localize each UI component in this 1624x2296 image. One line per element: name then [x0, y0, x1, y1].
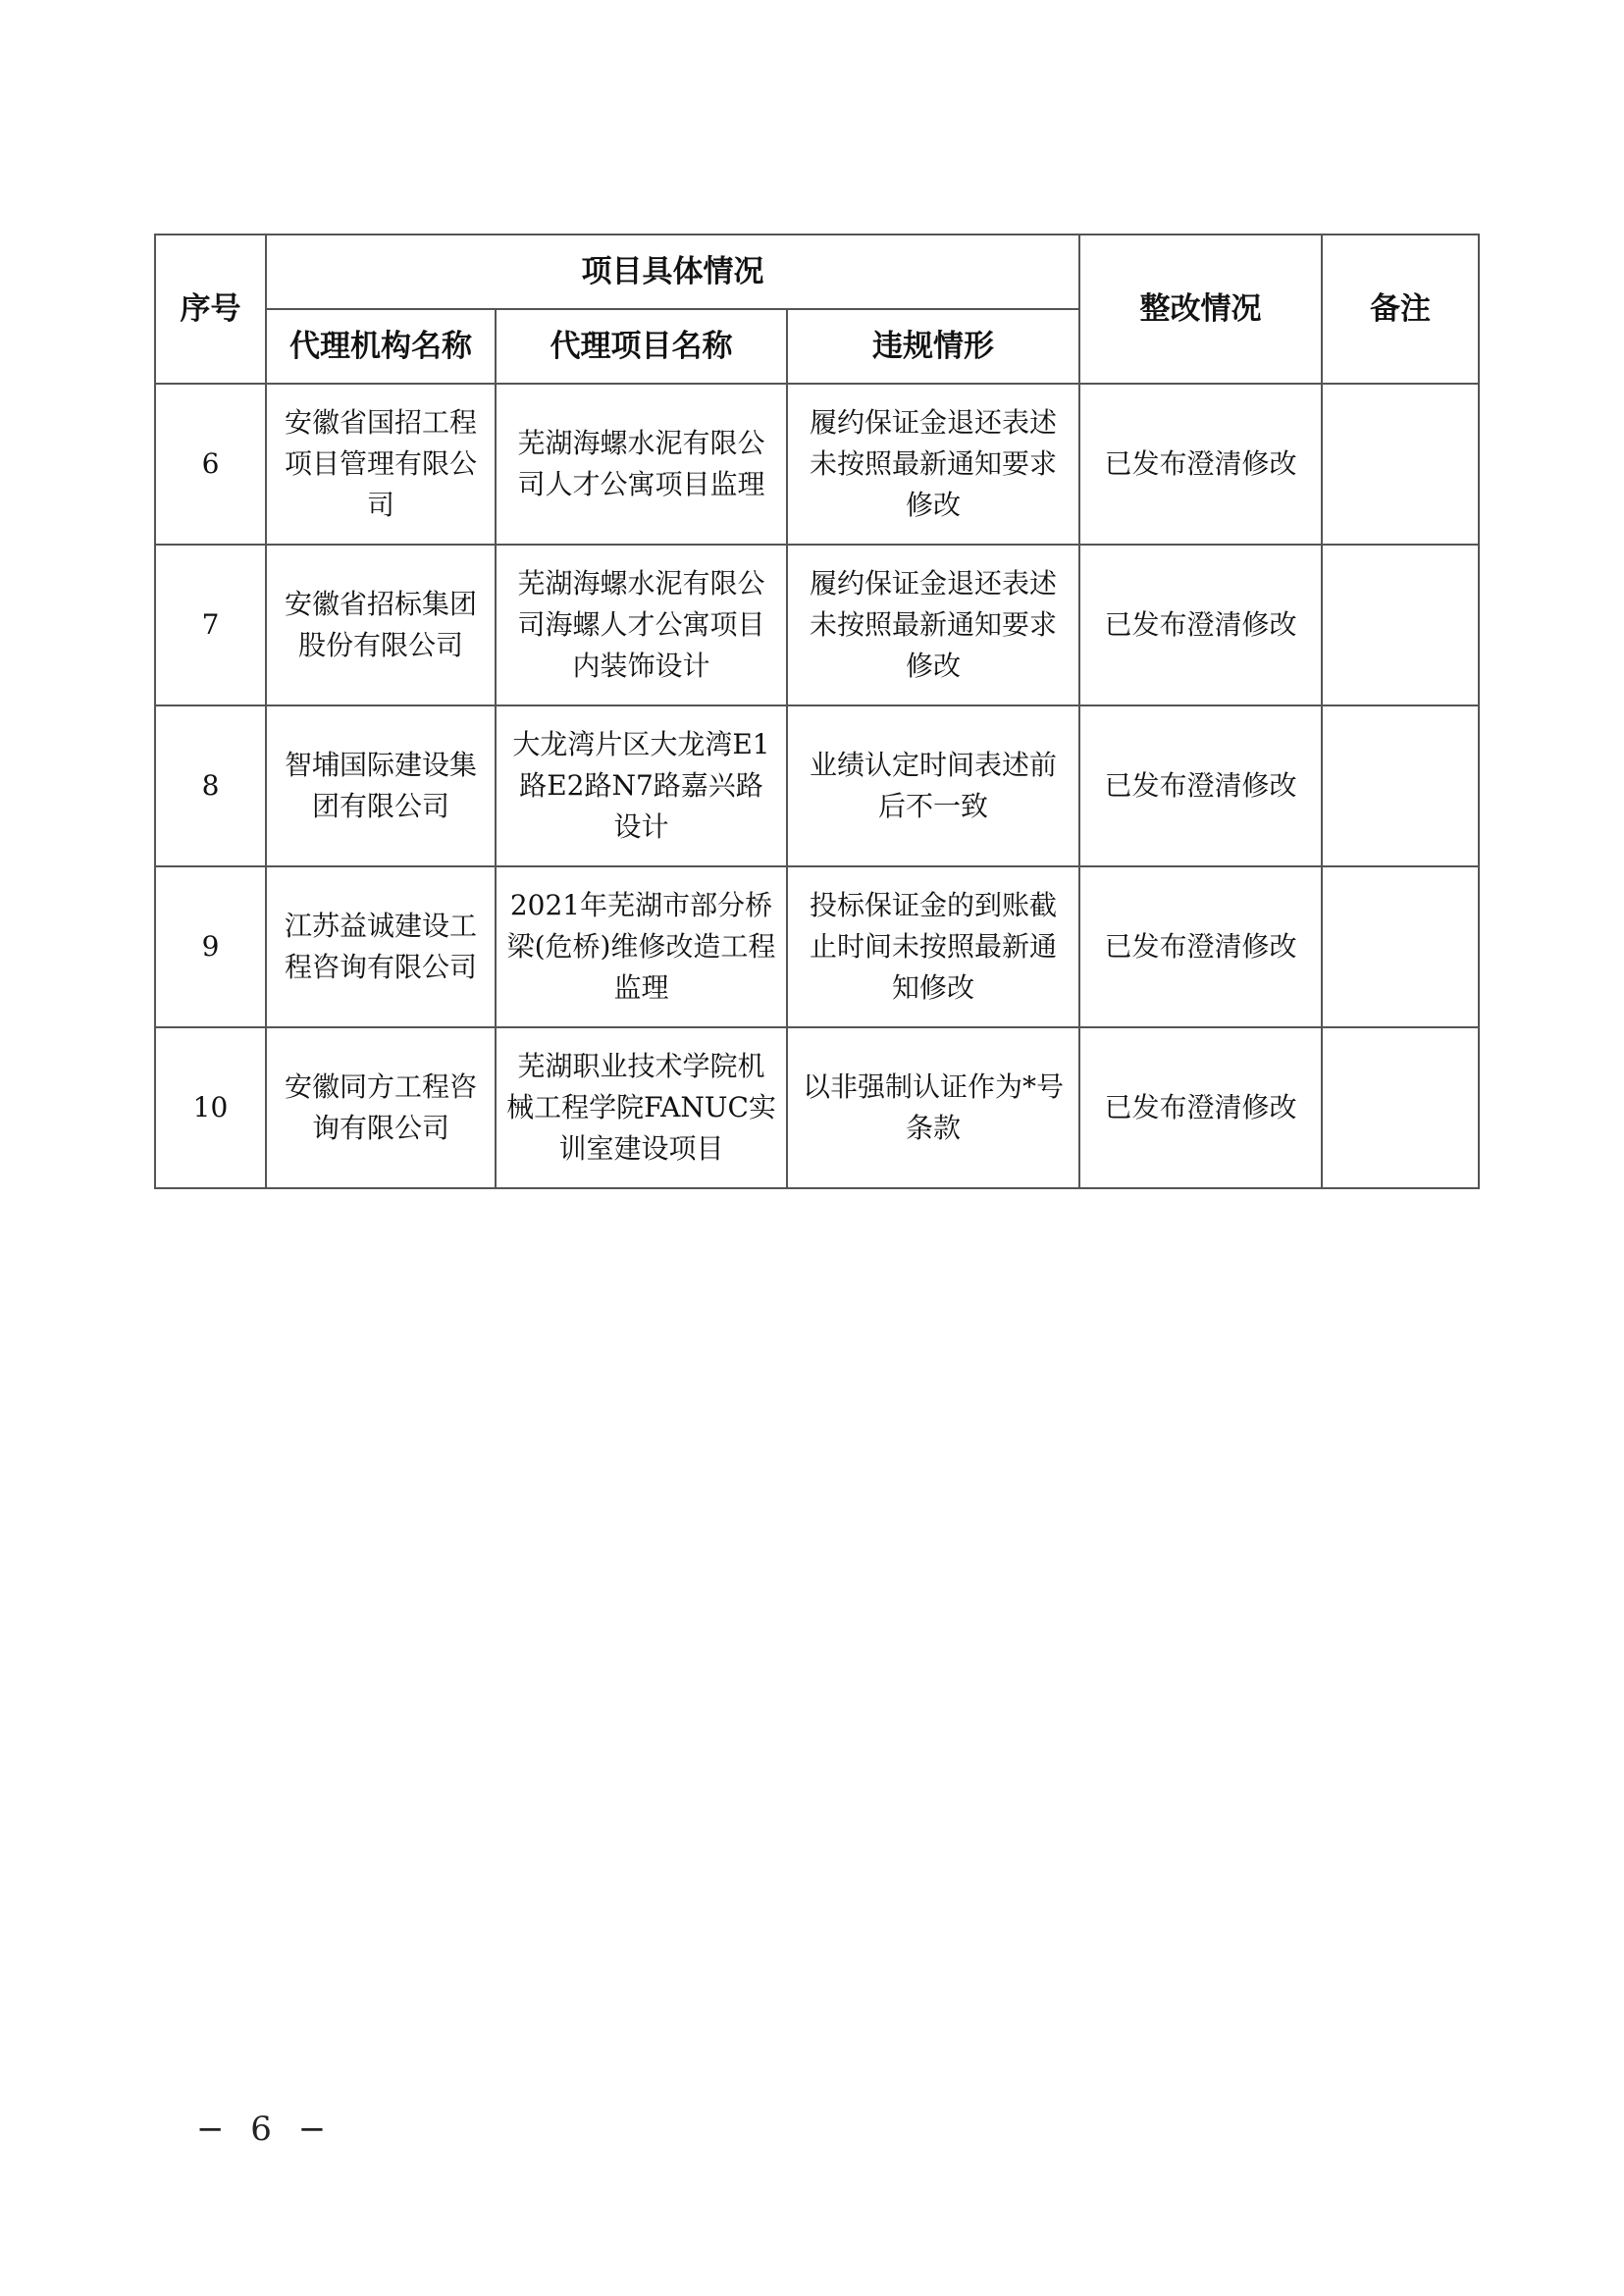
violations-table-container — [154, 234, 1478, 1189]
header-project-name: 代理项目名称 — [496, 309, 787, 384]
header-violation: 违规情形 — [787, 309, 1079, 384]
cell-seq: 8 — [155, 705, 266, 866]
table-row — [155, 545, 1479, 705]
cell-seq: 9 — [155, 866, 266, 1027]
header-remarks: 备注 — [1322, 235, 1479, 384]
cell-rectification: 已发布澄清修改 — [1079, 705, 1322, 866]
violations-table — [154, 234, 1480, 1189]
table-row — [155, 866, 1479, 1027]
cell-seq: 6 — [155, 384, 266, 545]
cell-violation: 履约保证金退还表述未按照最新通知要求修改 — [787, 545, 1079, 705]
cell-project-name: 芜湖海螺水泥有限公司人才公寓项目监理 — [496, 384, 787, 545]
table-row — [155, 1027, 1479, 1188]
cell-agency: 安徽省国招工程项目管理有限公司 — [266, 384, 496, 545]
cell-project-name: 大龙湾片区大龙湾E1路E2路N7路嘉兴路设计 — [496, 705, 787, 866]
cell-remarks — [1322, 1027, 1479, 1188]
cell-violation: 投标保证金的到账截止时间未按照最新通知修改 — [787, 866, 1079, 1027]
header-seq: 序号 — [155, 235, 266, 384]
cell-agency: 江苏益诚建设工程咨询有限公司 — [266, 866, 496, 1027]
cell-rectification: 已发布澄清修改 — [1079, 384, 1322, 545]
cell-rectification: 已发布澄清修改 — [1079, 866, 1322, 1027]
header-project-details: 项目具体情况 — [266, 235, 1079, 309]
cell-agency: 安徽同方工程咨询有限公司 — [266, 1027, 496, 1188]
cell-remarks — [1322, 545, 1479, 705]
cell-seq: 10 — [155, 1027, 266, 1188]
table-row — [155, 384, 1479, 545]
cell-violation: 以非强制认证作为*号条款 — [787, 1027, 1079, 1188]
cell-seq: 7 — [155, 545, 266, 705]
cell-remarks — [1322, 384, 1479, 545]
cell-project-name: 芜湖职业技术学院机械工程学院FANUC实训室建设项目 — [496, 1027, 787, 1188]
cell-project-name: 芜湖海螺水泥有限公司海螺人才公寓项目内装饰设计 — [496, 545, 787, 705]
page-number: − 6 − — [196, 2110, 335, 2149]
cell-violation: 业绩认定时间表述前后不一致 — [787, 705, 1079, 866]
header-row-1 — [155, 235, 1479, 309]
cell-rectification: 已发布澄清修改 — [1079, 545, 1322, 705]
cell-remarks — [1322, 705, 1479, 866]
cell-violation: 履约保证金退还表述未按照最新通知要求修改 — [787, 384, 1079, 545]
cell-agency: 智埔国际建设集团有限公司 — [266, 705, 496, 866]
cell-remarks — [1322, 866, 1479, 1027]
cell-rectification: 已发布澄清修改 — [1079, 1027, 1322, 1188]
header-rectification: 整改情况 — [1079, 235, 1322, 384]
table-row — [155, 705, 1479, 866]
cell-agency: 安徽省招标集团股份有限公司 — [266, 545, 496, 705]
header-agency: 代理机构名称 — [266, 309, 496, 384]
cell-project-name: 2021年芜湖市部分桥梁(危桥)维修改造工程监理 — [496, 866, 787, 1027]
